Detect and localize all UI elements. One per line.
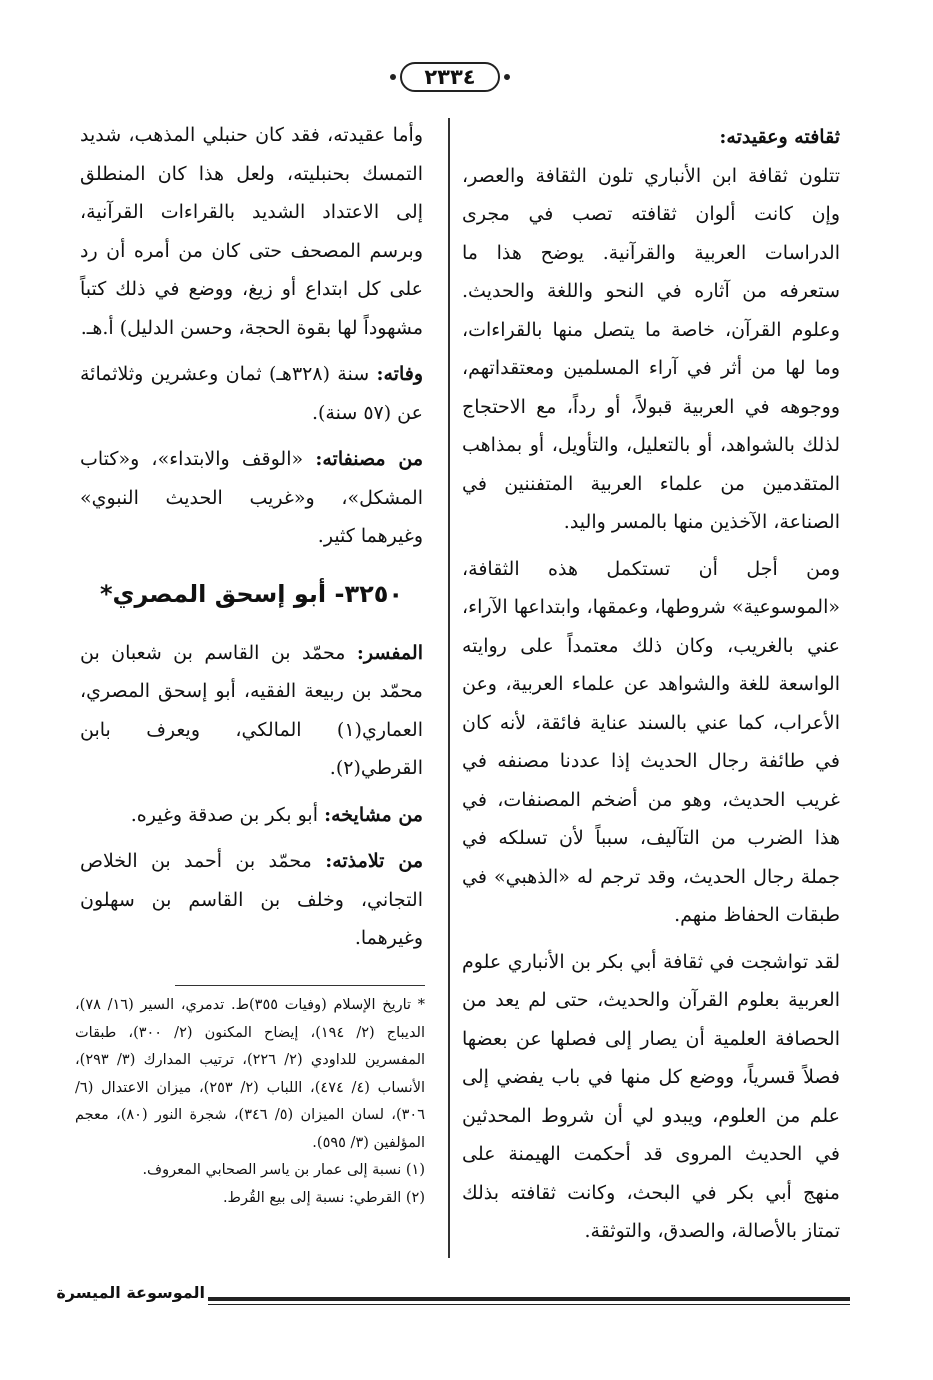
page-number-text: ٢٣٣٤ (424, 65, 476, 89)
ornament-dot-icon (390, 74, 396, 80)
footnote-rule (175, 985, 425, 986)
footer-rule-thin (208, 1304, 850, 1305)
works-paragraph (80, 440, 423, 556)
students-label: من تلامذته: (325, 850, 423, 872)
page-number (400, 60, 500, 96)
death-label: وفاته: (376, 363, 423, 385)
mufassir-label: المفسر: (356, 641, 423, 664)
paragraph: لقد تواشجت في ثقافة أبي بكر بن الأنباري علوم العربية بعلوم القرآن والحديث، حتى لم يعد من الحصافة العلمية أن يصار إلى فصلها عن بعضها فصلاً قسرياً، ووضع كل منها في باب يفضي إلى علم من العلوم، ويبدو لي أن شروط المحدثين في الحديث المروى قد أحكمت الهيمنة على منهج أبي بكر في البحث، وكانت ثقافته بذلك تمتاز بالأصالة، والصدق، والتوثقة. (462, 950, 840, 1242)
death-text: سنة (٣٢٨هـ) ثمان وعشرين وثلاثمائة عن (٥٧ سنة). (80, 363, 423, 424)
students-paragraph (80, 842, 423, 958)
left-column (80, 116, 423, 958)
right-column (462, 118, 840, 1251)
mufassir-paragraph (80, 634, 423, 788)
footer-rule (208, 1297, 850, 1301)
teachers-text: أبو بكر بن صدقة وغيره. (130, 803, 319, 826)
section-heading: ثقافته وعقيدته: (719, 126, 840, 148)
paragraph: وأما عقيدته، فقد كان حنبلي المذهب، شديد التمسك بحنبليته، ولعل هذا كان المنطلق إلى الاعتداد الشديد بالقراءات القرآنية، وبرسم المصحف حتى كان من أمره أن رد على كل ابتداع أو زيغ، ووضع في ذلك كتباً مشهوداً لها بقوة الحجة، وحسن الدليل) أ.هـ. (80, 124, 423, 339)
mufassir-text: محمّد بن القاسم بن شعبان بن محمّد بن ربيعة الفقيه، أبو إسحق المصري، العماري(١) المالكي، ويعرف بابن القرطي(٢). (80, 641, 423, 779)
ornament-dot-icon (504, 74, 510, 80)
death-paragraph (80, 355, 423, 432)
students-text: محمّد بن أحمد بن الخلاص التجاني، وخلف بن القاسم بن سهلون وغيرهما. (80, 850, 423, 949)
entry-title: ٣٢٥٠- أبو إسحق المصري* (99, 579, 404, 608)
footnote-star: * تاريخ الإسلام (وفيات ٣٥٥)ط. تدمري، السير (١٦/ ٧٨)، الديباج (٢/ ١٩٤)، إيضاح المكنون (٢/ ٣٠٠)، طبقات المفسرين للداودي (٢/ ٢٢٦)، ترتيب المدارك (٣/ ٢٩٣)، الأنساب (٤/ ٤٧٤)، اللباب (٢/ ٢٥٣)، ميزان الاعتدال (٦/ ٣٠٦)، لسان الميزان (٥/ ٣٤٦)، شجرة النور (٨٠)، معجم المؤلفين (٣/ ٥٩٥). (75, 997, 426, 1151)
teachers-paragraph (80, 796, 423, 835)
footnote-2: (٢) القرطي: نسبة إلى بيع القُرط. (222, 1189, 425, 1206)
paragraph: ومن أجل أن تستكمل هذه الثقافة، «الموسوعية» شروطها، وعمقها، وابتداعها الآراء، عني بالغريب، وكان ذلك معتمداً على روايته الواسعة للغة والشواهد عن علماء العربية، وعن الأعراب، كما عني بالسند عناية فائقة، لأنه كان في طائفة رجال الحديث إذا عددنا مصنفه في غريب الحديث، وهو من أضخم المصنفات، في هذا الضرب من التآليف، سبباً لأن تسلكه في جملة رجال الحديث، وقد ترجم له «الذهبي» في طبقات الحفاظ منهم. (462, 557, 840, 926)
footer-title: الموسوعة الميسرة (56, 1283, 205, 1302)
footnotes (75, 992, 425, 1212)
works-text: «الوقف والابتداء»، و«كتاب المشكل»، و«غريب الحديث النبوي» وغيرهما كثير. (80, 448, 423, 547)
footnote-1: (١) نسبة إلى عمار بن ياسر الصحابي المعروف. (142, 1162, 425, 1178)
teachers-label: من مشايخه: (324, 803, 423, 826)
column-divider (448, 118, 450, 1258)
works-label: من مصنفاته: (315, 448, 423, 470)
paragraph: تتلون ثقافة ابن الأنباري تلون الثقافة والعصر، وإن كانت ألوان ثقافته تصب في مجرى الدراسات العربية والقرآنية. يوضح هذا ما ستعرفه من آثاره في النحو واللغة والحديث. وعلوم القرآن، خاصة ما يتصل منها بالقراءات، وما لها من أثر في آراء المسلمين ومعتقداتهم، ووجوهه في العربية قبولاً، أو رداً، مع الاحتجاج لذلك بالشواهد، أو بالتعليل، والتأويل، أو بمذاهب المتقدمين من علماء العربية المتفننين في الصناعة، الآخذين منها بالمسر واليد. (462, 164, 840, 533)
